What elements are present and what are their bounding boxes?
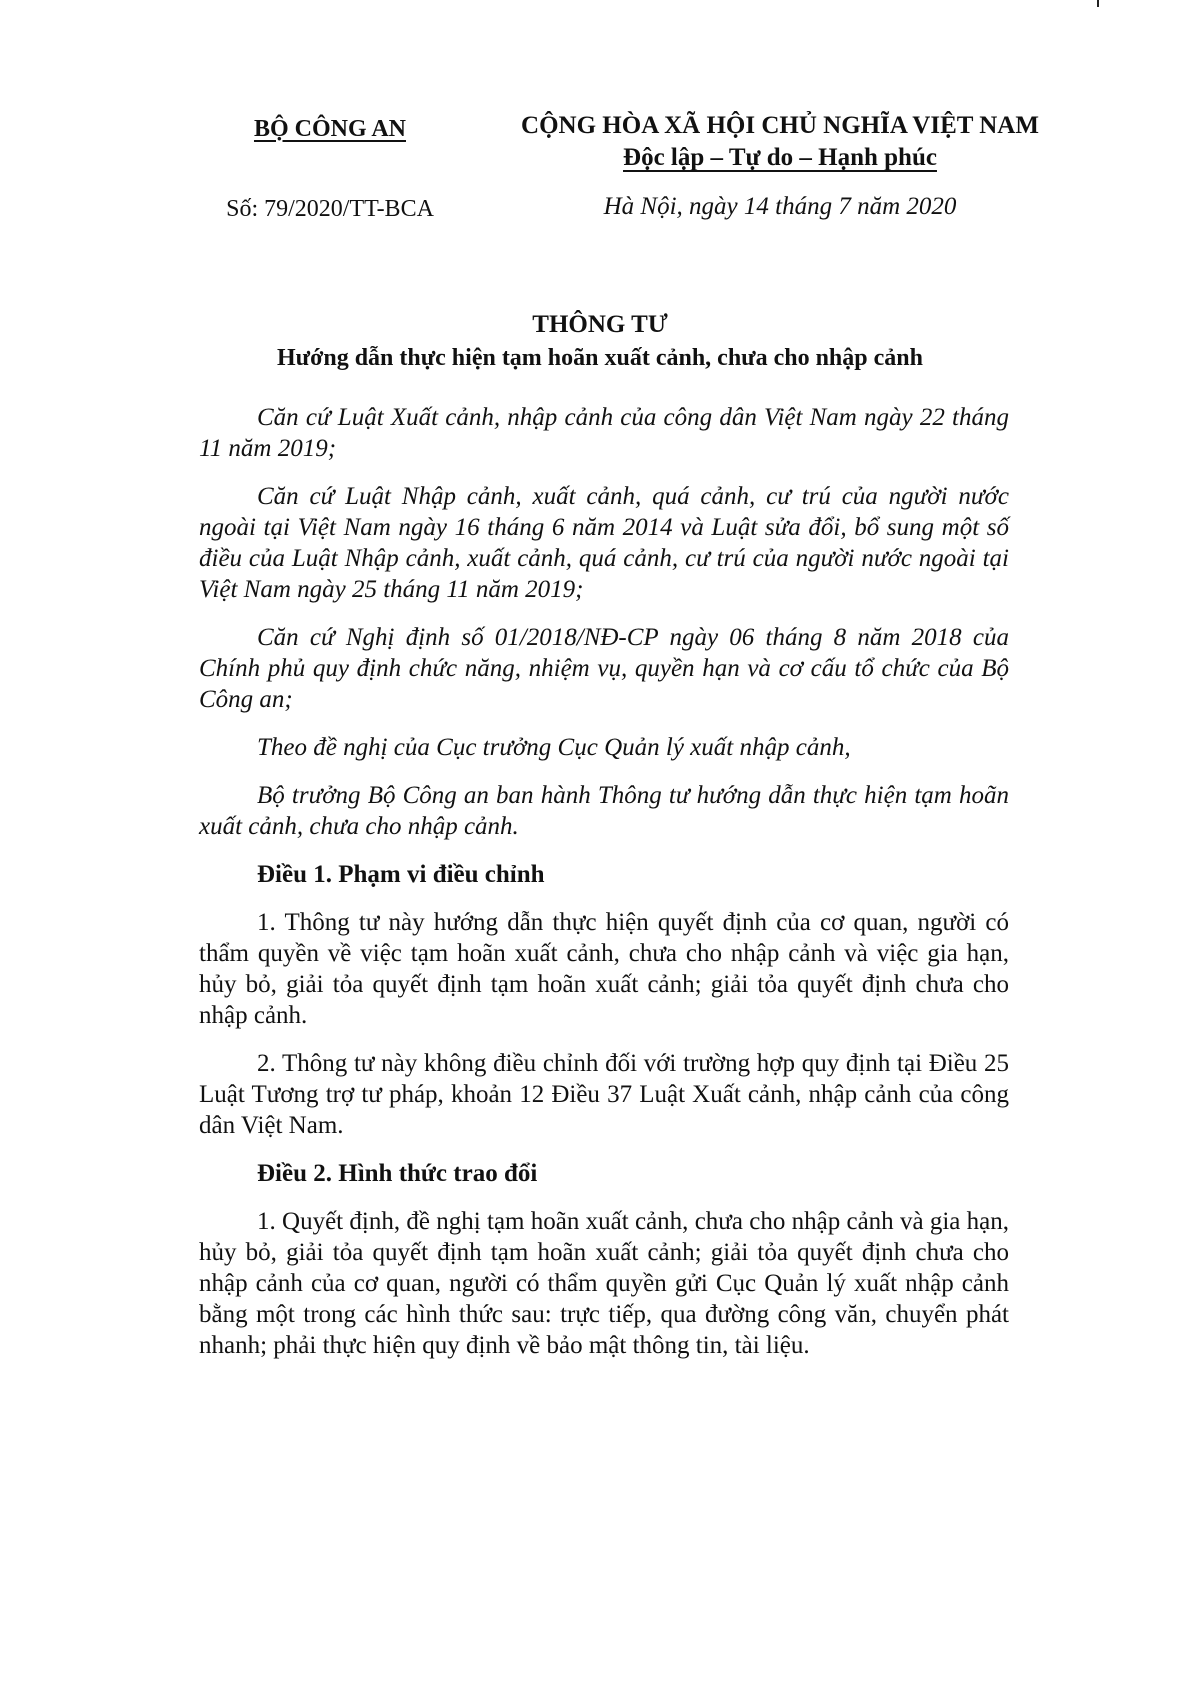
issuing-agency: BỘ CÔNG AN	[253, 116, 406, 142]
preamble-paragraph: Căn cứ Luật Nhập cảnh, xuất cảnh, quá cảnh, cư trú của người nước ngoài tại Việt Nam ngày 16 tháng 6 năm 2014 và Luật sửa đổi, bổ sung một số điều của Luật Nhập cảnh, xuất cảnh, quá cảnh, cư trú của người nước ngoài tại Việt Nam ngày 25 tháng 11 năm 2019;	[199, 483, 1009, 603]
article-clause: 1. Thông tư này hướng dẫn thực hiện quyết định của cơ quan, người có thẩm quyền về việc tạm hoãn xuất cảnh, chưa cho nhập cảnh và việc gia hạn, hủy bỏ, giải tỏa quyết định tạm hoãn xuất cảnh; giải tỏa quyết định chưa cho nhập cảnh.	[199, 909, 1009, 1029]
place-and-date: Hà Nội, ngày 14 tháng 7 năm 2020	[603, 193, 957, 220]
article-heading: Điều 1. Phạm vi điều chỉnh	[257, 861, 545, 888]
preamble	[199, 402, 1009, 1361]
preamble-paragraph: Căn cứ Luật Xuất cảnh, nhập cảnh của công dân Việt Nam ngày 22 tháng 11 năm 2019;	[199, 404, 1009, 462]
national-motto: Độc lập – Tự do – Hạnh phúc	[623, 144, 937, 171]
preamble-paragraph: Theo đề nghị của Cục trưởng Cục Quản lý xuất nhập cảnh,	[257, 734, 851, 761]
preamble-paragraph: Bộ trưởng Bộ Công an ban hành Thông tư hướng dẫn thực hiện tạm hoãn xuất cảnh, chưa cho nhập cảnh.	[199, 782, 1009, 840]
document-type: THÔNG TƯ	[532, 311, 668, 338]
document-number: Số: 79/2020/TT-BCA	[226, 196, 434, 222]
document-subject: Hướng dẫn thực hiện tạm hoãn xuất cảnh, chưa cho nhập cảnh	[277, 345, 923, 371]
article-clause: 1. Quyết định, đề nghị tạm hoãn xuất cảnh, chưa cho nhập cảnh và gia hạn, hủy bỏ, giải tỏa quyết định tạm hoãn xuất cảnh; giải tỏa quyết định chưa cho nhập cảnh của cơ quan, người có thẩm quyền gửi Cục Quản lý xuất nhập cảnh bằng một trong các hình thức sau: trực tiếp, qua đường công văn, chuyển phát nhanh; phải thực hiện quy định về bảo mật thông tin, tài liệu.	[199, 1208, 1009, 1359]
scan-mark	[1097, 0, 1099, 7]
preamble-paragraph: Căn cứ Nghị định số 01/2018/NĐ-CP ngày 06 tháng 8 năm 2018 của Chính phủ quy định chức năng, nhiệm vụ, quyền hạn và cơ cấu tổ chức của Bộ Công an;	[199, 624, 1009, 713]
article-clause: 2. Thông tư này không điều chỉnh đối với trường hợp quy định tại Điều 25 Luật Tương trợ tư pháp, khoản 12 Điều 37 Luật Xuất cảnh, nhập cảnh của công dân Việt Nam.	[199, 1050, 1009, 1139]
article-heading: Điều 2. Hình thức trao đổi	[257, 1160, 538, 1187]
national-title: CỘNG HÒA XÃ HỘI CHỦ NGHĨA VIỆT NAM	[521, 112, 1039, 139]
